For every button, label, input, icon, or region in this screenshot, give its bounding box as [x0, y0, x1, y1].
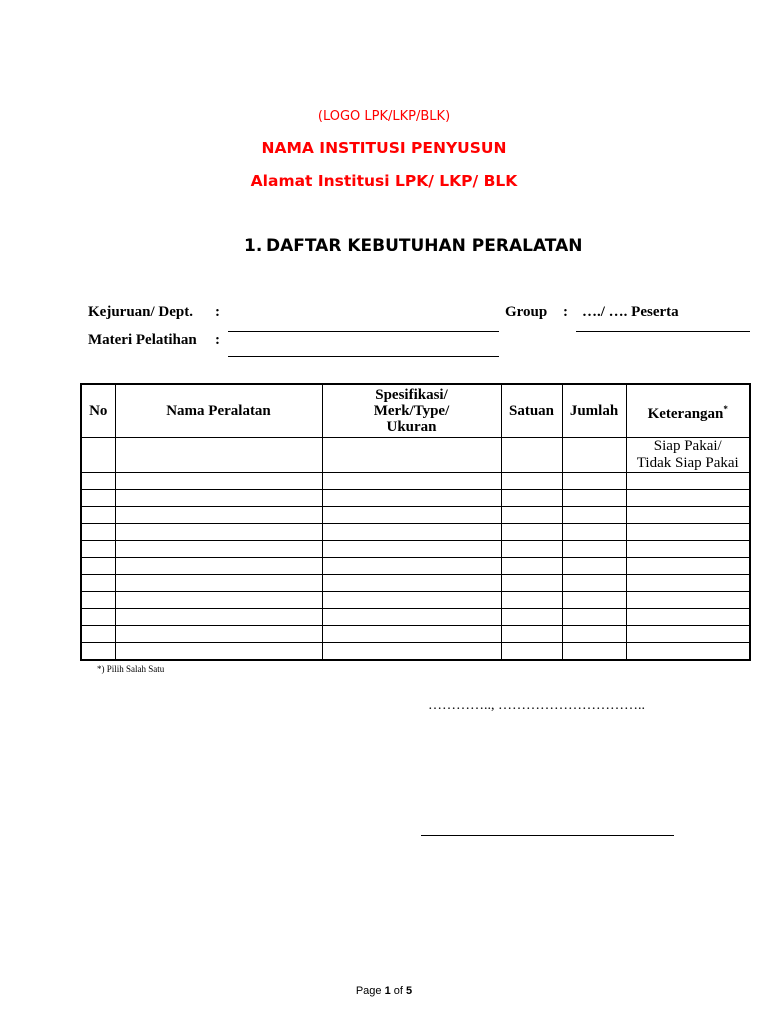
- group-colon: :: [563, 304, 568, 320]
- table-cell[interactable]: [501, 541, 562, 558]
- table-cell[interactable]: [626, 626, 750, 643]
- table-cell[interactable]: [501, 473, 562, 490]
- table-cell[interactable]: [501, 643, 562, 661]
- table-cell[interactable]: [322, 626, 501, 643]
- keterangan-option-1: Siap Pakai/: [653, 438, 722, 454]
- title-number: 1.: [244, 236, 263, 256]
- table-cell[interactable]: [501, 524, 562, 541]
- group-value: …./ …. Peserta: [582, 304, 679, 320]
- table-cell[interactable]: [322, 438, 501, 473]
- table-cell[interactable]: [322, 592, 501, 609]
- table-cell[interactable]: [322, 643, 501, 661]
- materi-label: Materi Pelatihan: [88, 332, 197, 348]
- logo-placeholder: [0, 109, 768, 124]
- table-cell[interactable]: [322, 575, 501, 592]
- header-jumlah: Jumlah: [562, 384, 626, 438]
- table-cell[interactable]: [626, 541, 750, 558]
- table-cell[interactable]: [626, 609, 750, 626]
- table-row: [81, 438, 750, 473]
- logo-close-paren: ): [445, 109, 451, 124]
- table-cell[interactable]: [115, 438, 322, 473]
- header-spesifikasi-line-3: Ukuran: [386, 419, 437, 435]
- header-satuan: Satuan: [501, 384, 562, 438]
- kejuruan-colon: :: [215, 304, 220, 320]
- equipment-table: [80, 383, 751, 661]
- group-label: Group: [505, 304, 548, 320]
- table-cell[interactable]: [626, 575, 750, 592]
- table-cell[interactable]: [501, 626, 562, 643]
- table-cell[interactable]: [115, 541, 322, 558]
- table-row: [81, 558, 750, 575]
- table-cell[interactable]: [115, 592, 322, 609]
- table-cell[interactable]: [81, 438, 115, 473]
- header-keterangan-text: Keterangan: [647, 405, 724, 422]
- header-nama-peralatan: Nama Peralatan: [115, 384, 322, 438]
- table-row: [81, 592, 750, 609]
- table-cell[interactable]: [81, 507, 115, 524]
- header-keterangan: [626, 384, 750, 438]
- table-cell[interactable]: [81, 490, 115, 507]
- table-cell[interactable]: [562, 473, 626, 490]
- document-title: [244, 236, 582, 256]
- table-row: [81, 541, 750, 558]
- table-cell[interactable]: [501, 438, 562, 473]
- materi-field-line[interactable]: [228, 356, 499, 357]
- table-cell[interactable]: [562, 609, 626, 626]
- table-cell[interactable]: [322, 490, 501, 507]
- place-date-line: ………….., …………………………..: [428, 698, 645, 713]
- table-cell[interactable]: [626, 524, 750, 541]
- keterangan-cell[interactable]: [626, 438, 750, 473]
- table-cell[interactable]: [626, 643, 750, 661]
- keterangan-option-2: Tidak Siap Pakai: [636, 455, 739, 471]
- table-row: [81, 643, 750, 661]
- table-cell[interactable]: [322, 473, 501, 490]
- table-cell[interactable]: [322, 541, 501, 558]
- table-cell[interactable]: [562, 643, 626, 661]
- table-cell[interactable]: [115, 507, 322, 524]
- table-cell[interactable]: [562, 438, 626, 473]
- header-spesifikasi: [322, 384, 501, 438]
- table-cell[interactable]: [501, 609, 562, 626]
- table-cell[interactable]: [501, 507, 562, 524]
- table-cell[interactable]: [115, 575, 322, 592]
- institution-name: NAMA INSTITUSI PENYUSUN: [261, 139, 507, 157]
- table-cell[interactable]: [115, 490, 322, 507]
- table-cell[interactable]: [562, 524, 626, 541]
- table-header-row: [81, 384, 750, 438]
- table-cell[interactable]: [322, 558, 501, 575]
- table-cell[interactable]: [626, 592, 750, 609]
- table-cell[interactable]: [81, 626, 115, 643]
- logo-open-paren: (: [317, 109, 323, 124]
- kejuruan-field-line[interactable]: [228, 331, 499, 332]
- header-spesifikasi-line-1: Spesifikasi/: [375, 387, 448, 403]
- table-row: [81, 575, 750, 592]
- table-cell[interactable]: [562, 507, 626, 524]
- table-cell[interactable]: [81, 558, 115, 575]
- table-cell[interactable]: [626, 473, 750, 490]
- page-number: [0, 985, 768, 997]
- table-cell[interactable]: [562, 575, 626, 592]
- table-cell[interactable]: [322, 507, 501, 524]
- materi-colon: :: [215, 332, 220, 348]
- institution-address: Alamat Institusi LPK/ LKP/ BLK: [250, 172, 518, 190]
- table-cell[interactable]: [81, 473, 115, 490]
- table-cell[interactable]: [81, 541, 115, 558]
- table-cell[interactable]: [322, 524, 501, 541]
- table-row: [81, 473, 750, 490]
- table-cell[interactable]: [501, 490, 562, 507]
- header-no: No: [81, 384, 115, 438]
- table-cell[interactable]: [501, 592, 562, 609]
- table-cell[interactable]: [322, 609, 501, 626]
- table-cell[interactable]: [115, 473, 322, 490]
- table-cell[interactable]: [501, 558, 562, 575]
- table-cell[interactable]: [562, 592, 626, 609]
- table-cell[interactable]: [562, 541, 626, 558]
- signature-line[interactable]: [421, 835, 674, 836]
- table-cell[interactable]: [626, 558, 750, 575]
- header-spesifikasi-line-2: Merk/Type/: [373, 403, 450, 419]
- title-text: DAFTAR KEBUTUHAN PERALATAN: [266, 236, 583, 256]
- header-keterangan-mark: *: [723, 403, 728, 414]
- table-cell[interactable]: [626, 507, 750, 524]
- table-cell[interactable]: [562, 626, 626, 643]
- table-cell[interactable]: [562, 490, 626, 507]
- table-cell[interactable]: [81, 609, 115, 626]
- table-cell[interactable]: [81, 575, 115, 592]
- group-field-line[interactable]: [576, 331, 750, 332]
- table-cell[interactable]: [562, 558, 626, 575]
- kejuruan-label: Kejuruan/ Dept.: [88, 304, 193, 320]
- table-row: [81, 524, 750, 541]
- table-cell[interactable]: [115, 626, 322, 643]
- table-cell[interactable]: [81, 592, 115, 609]
- table-cell[interactable]: [115, 609, 322, 626]
- table-row: [81, 609, 750, 626]
- page-of: of: [390, 985, 407, 997]
- logo-text: LOGO LPK/LKP/BLK: [322, 109, 446, 124]
- page-prefix: Page: [355, 985, 385, 997]
- table-row: [81, 507, 750, 524]
- table-cell[interactable]: [626, 490, 750, 507]
- footnote: *) Pilih Salah Satu: [97, 664, 165, 674]
- page-total: 5: [406, 985, 413, 997]
- page-current: 1: [384, 985, 391, 997]
- table-row: [81, 490, 750, 507]
- table-cell[interactable]: [115, 643, 322, 661]
- table-cell[interactable]: [115, 524, 322, 541]
- table-cell[interactable]: [81, 643, 115, 661]
- table-cell[interactable]: [501, 575, 562, 592]
- table-cell[interactable]: [115, 558, 322, 575]
- table-row: [81, 626, 750, 643]
- table-cell[interactable]: [81, 524, 115, 541]
